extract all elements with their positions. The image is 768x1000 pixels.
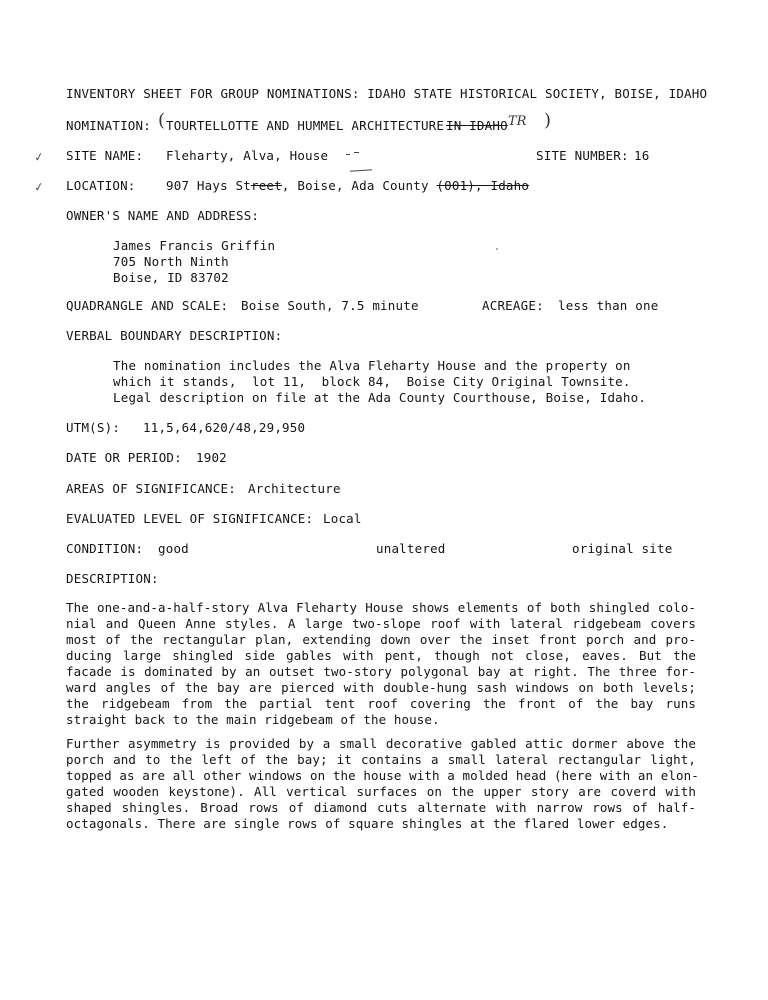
sheet-title: INVENTORY SHEET FOR GROUP NOMINATIONS: IDAHO STATE HISTORICAL SOCIETY, BOISE, IDAHO: [66, 86, 708, 101]
description-label: DESCRIPTION:: [66, 571, 159, 586]
owner-label: OWNER'S NAME AND ADDRESS:: [66, 208, 260, 223]
paragraph-line: the ridgebeam from the partial tent roof covering the front of the bay runs: [66, 696, 696, 711]
pencil-mark: [350, 169, 372, 172]
stray-mark: [496, 248, 498, 250]
areas-label: AREAS OF SIGNIFICANCE:: [66, 481, 236, 496]
pencil-mark: [354, 152, 359, 153]
paragraph-line: nial and Queen Anne styles. A large two-slope roof with lateral ridgebeam covers: [66, 616, 696, 631]
site-name-value: Fleharty, Alva, House: [166, 148, 329, 163]
paragraph-line: ducing large shingled side gables with pent, though not close, eaves. But the: [66, 648, 696, 663]
site-number-label: SITE NUMBER:: [536, 148, 629, 163]
nomination-handwritten-note: TR: [508, 114, 527, 129]
bracket-mark: (: [158, 110, 166, 131]
site-name-label: SITE NAME:: [66, 148, 144, 163]
paragraph-line: porch and to the left of the bay; it contains a small lateral rectangular light,: [66, 752, 696, 767]
location-label: LOCATION:: [66, 178, 136, 193]
owner-line: Boise, ID 83702: [113, 270, 229, 285]
owner-line: 705 North Ninth: [113, 254, 229, 269]
utm-value: 11,5,64,620/48,29,950: [143, 420, 306, 435]
paragraph-line: straight back to the main ridgebeam of the house.: [66, 712, 440, 727]
paragraph-line: facade is dominated by an outset two-story polygonal bay at right. The three for-: [66, 664, 696, 679]
site-number-value: 16: [634, 148, 650, 163]
pencil-mark: [346, 154, 350, 155]
alteration-value: unaltered: [376, 541, 446, 556]
level-label: EVALUATED LEVEL OF SIGNIFICANCE:: [66, 511, 314, 526]
date-label: DATE OR PERIOD:: [66, 450, 182, 465]
check-mark-icon: ✓: [32, 179, 46, 195]
owner-line: James Francis Griffin: [113, 238, 276, 253]
paragraph-line: octagonals. There are single rows of square shingles at the flared lower edges.: [66, 816, 669, 831]
acreage-value: less than one: [558, 298, 659, 313]
paragraph-line: gated wooden keystone). All vertical surfaces on the upper story are coverd with: [66, 784, 696, 799]
areas-value: Architecture: [248, 481, 341, 496]
date-value: 1902: [196, 450, 227, 465]
paragraph-line: most of the rectangular plan, extending down over the inset front porch and pro-: [66, 632, 696, 647]
nomination-label: NOMINATION:: [66, 118, 151, 133]
bracket-mark-close: ): [544, 110, 552, 131]
boundary-line: The nomination includes the Alva Fleharty House and the property on: [113, 358, 631, 373]
condition-label: CONDITION:: [66, 541, 144, 556]
paragraph-line: ward angles of the bay are pierced with double-hung sash windows on both levels;: [66, 680, 696, 695]
paragraph-line: topped as are all other windows on the house with a molded head (here with an elon-: [66, 768, 699, 783]
nomination-struck-text: IN IDAHO: [446, 118, 508, 133]
boundary-line: which it stands, lot 11, block 84, Boise City Original Townsite.: [113, 374, 631, 389]
paragraph-line: The one-and-a-half-story Alva Fleharty House shows elements of both shingled colo-: [66, 600, 696, 615]
acreage-label: ACREAGE:: [482, 298, 544, 313]
nomination-value: TOURTELLOTTE AND HUMMEL ARCHITECTURE: [166, 118, 445, 133]
check-mark-icon: ✓: [32, 149, 46, 165]
paragraph-line: Further asymmetry is provided by a small decorative gabled attic dormer above the: [66, 736, 696, 751]
boundary-line: Legal description on file at the Ada County Courthouse, Boise, Idaho.: [113, 390, 647, 405]
quadrangle-label: QUADRANGLE AND SCALE:: [66, 298, 229, 313]
description-paragraph-2: [66, 736, 699, 832]
level-value: Local: [323, 511, 362, 526]
quadrangle-value: Boise South, 7.5 minute: [241, 298, 419, 313]
paragraph-line: shaped shingles. Broad rows of diamond cuts alternate with narrow rows of half-: [66, 800, 696, 815]
description-paragraph-1: [66, 600, 696, 728]
location-value-street: 907 Hays Street, Boise, Ada County (001), Idaho: [166, 178, 530, 193]
condition-value: good: [158, 541, 189, 556]
boundary-label: VERBAL BOUNDARY DESCRIPTION:: [66, 328, 283, 343]
site-status-value: original site: [572, 541, 673, 556]
utm-label: UTM(S):: [66, 420, 121, 435]
